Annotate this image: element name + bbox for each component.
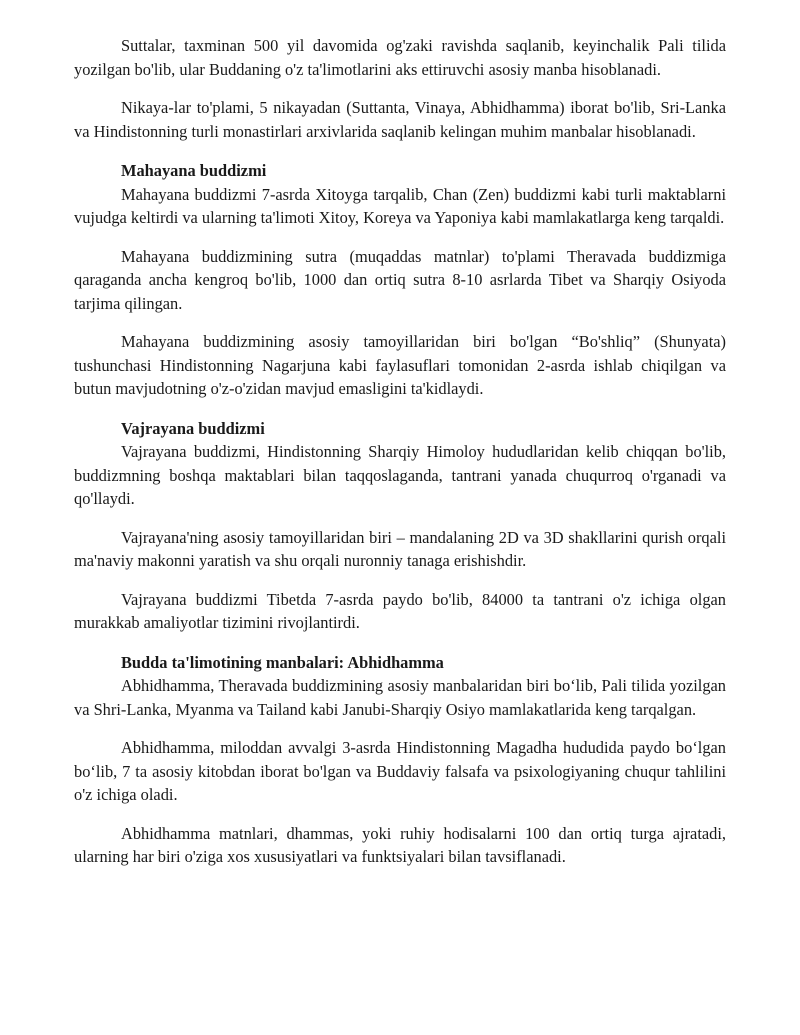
paragraph-vajrayana-mandala: Vajrayana'ning asosiy tamoyillaridan biri – mandalaning 2D va 3D shakllarini qurish orqali ma'naviy makonni yaratish va shu orqali nuronniy tanaga erishishdir. bbox=[74, 527, 726, 570]
paragraph-abhidhamma-origin: Abhidhamma, miloddan avvalgi 3-asrda Hindistonning Magadha hududida paydo bo‘lgan bo‘lib, 7 ta asosiy kitobdan iborat bo'lgan va Buddaviy falsafa va psixologiyaning chuqur tahlilini o'z ichiga oladi. bbox=[74, 738, 726, 804]
document-page bbox=[74, 34, 726, 869]
paragraph-mahayana-shunyata: Mahayana buddizmining asosiy tamoyillaridan biri bo'lgan “Bo'shliq” (Shunyata) tushunchasi Hindistonning Nagarjuna kabi faylasuflari tomonidan 2-asrda ishlab chiqilgan va butun mavjudotning o'z-o'zidan mavjud emasligini ta'kidlaydi. bbox=[74, 332, 726, 398]
paragraph-nikaya: Nikaya-lar to'plami, 5 nikayadan (Suttanta, Vinaya, Abhidhamma) iborat bo'lib, Sri-Lanka va Hindistonning turli monastirlari arxivlarida saqlanib kelingan muhim manbalar hisoblanadi. bbox=[74, 98, 726, 141]
paragraph-mahayana-spread: Mahayana buddizmi 7-asrda Xitoyga tarqalib, Chan (Zen) buddizmi kabi turli maktablarni vujudga keltirdi va ularning ta'limoti Xitoy, Koreya va Yaponiya kabi mamlakatlarga keng tarqaldi. bbox=[74, 184, 726, 227]
paragraph-abhidhamma-dhammas: Abhidhamma matnlari, dhammas, yoki ruhiy hodisalarni 100 dan ortiq turga ajratadi, ularning har biri o'ziga xos xususiyatlari va funktsiyalari bilan tavsiflanadi. bbox=[74, 823, 726, 866]
paragraph-vajrayana-origin: Vajrayana buddizmi, Hindistonning Sharqiy Himoloy hududlaridan kelib chiqqan bo'lib, buddizmning boshqa maktablari bilan taqqoslaganda, tantrani yanada chuqurroq o'rganadi va qo'llaydi. bbox=[74, 442, 726, 508]
heading-vajrayana: Vajrayana buddizmi bbox=[121, 418, 265, 438]
paragraph-abhidhamma-source: Abhidhamma, Theravada buddizmining asosiy manbalaridan biri bo‘lib, Pali tilida yozilgan va Shri-Lanka, Myanma va Tailand kabi Janubi-Sharqiy Osiyo mamlakatlarida keng tarqalgan. bbox=[74, 676, 726, 719]
paragraph-mahayana-sutra: Mahayana buddizmining sutra (muqaddas matnlar) to'plami Theravada buddizmiga qaraganda ancha kengroq bo'lib, 1000 dan ortiq sutra 8-10 asrlarda Tibet va Sharqiy Osiyoda tarjima qilingan. bbox=[74, 246, 726, 313]
heading-mahayana: Mahayana buddizmi bbox=[121, 161, 267, 180]
heading-abhidhamma: Budda ta'limotining manbalari: Abhidhamma bbox=[121, 652, 444, 672]
paragraph-vajrayana-tibet: Vajrayana buddizmi Tibetda 7-asrda paydo bo'lib, 84000 ta tantrani o'z ichiga olgan murakkab amaliyotlar tizimini rivojlantirdi. bbox=[74, 589, 726, 632]
paragraph-suttalar: Suttalar, taxminan 500 yil davomida og'zaki ravishda saqlanib, keyinchalik Pali tilida yozilgan bo'lib, ular Buddaning o'z ta'limotlarini aks ettiruvchi asosiy manba hisoblanadi. bbox=[74, 36, 726, 79]
